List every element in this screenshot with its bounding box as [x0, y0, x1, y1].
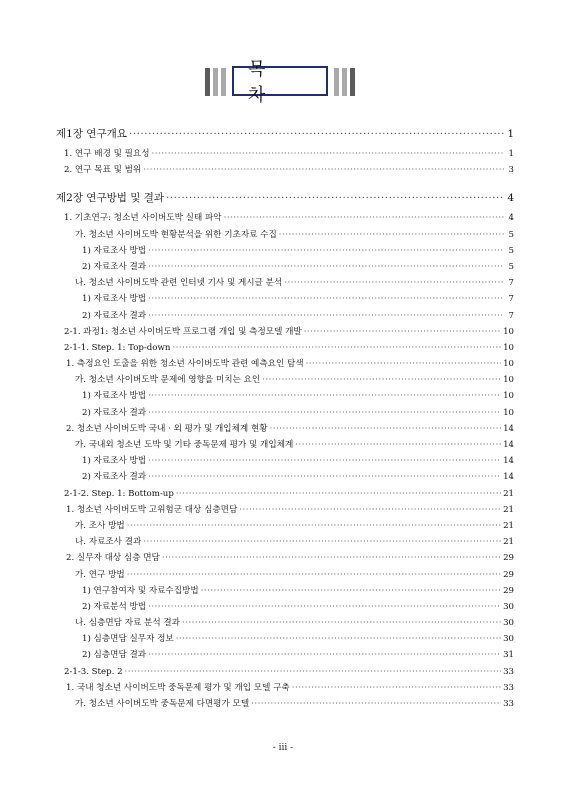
toc-entry-page: 7 [508, 278, 514, 289]
toc-entry-label: 1) 자료조사 방법 [82, 245, 147, 256]
toc-entry-row[interactable] [56, 421, 514, 437]
toc-entry-page: 30 [503, 618, 514, 629]
toc-entry-page: 33 [503, 666, 514, 677]
toc-entry-label: 나. 청소년 사이버도박 관련 인터넷 기사 및 게시글 분석 [75, 278, 283, 289]
toc-leader-dots [306, 356, 501, 372]
toc-entry-label: 1) 자료조사 방법 [82, 456, 147, 467]
toc-entry-row[interactable] [56, 486, 514, 502]
toc-entry-label: 나. 자료조사 결과 [75, 537, 142, 548]
toc-entry-page: 30 [503, 634, 514, 645]
toc-entry-page: 1 [507, 128, 514, 140]
toc-leader-dots [292, 680, 501, 696]
toc-entry-label: 나. 심층면담 자료 분석 결과 [75, 618, 180, 629]
toc-header [0, 59, 566, 106]
toc-entry-label: 2-1-1. Step. 1: Top-down [64, 342, 171, 353]
toc-entry-label: 가. 청소년 사이버도박 현황분석을 위한 기초자료 수집 [75, 229, 277, 240]
toc-leader-dots [127, 518, 501, 534]
toc-entry-page: 10 [503, 342, 514, 353]
toc-entry-row[interactable] [56, 259, 514, 275]
toc-leader-dots [129, 125, 504, 143]
toc-entry-page: 10 [503, 375, 514, 386]
toc-entry-row[interactable] [56, 162, 514, 178]
toc-entry-page: 5 [508, 261, 514, 272]
toc-entry-label: 2) 자료조사 결과 [82, 407, 147, 418]
toc-leader-dots [304, 324, 501, 340]
toc-entry-row[interactable] [56, 631, 514, 647]
toc-entry-label: 1. 측정요인 도출을 위한 청소년 사이버도박 관련 예측요인 탐색 [66, 359, 304, 370]
toc-leader-dots [143, 534, 501, 550]
toc-entry-label: 2-1. 과정1: 청소년 사이버도박 프로그램 개입 및 측정모델 개발 [64, 326, 302, 337]
toc-entry-page: 21 [503, 488, 514, 499]
toc-leader-dots [251, 696, 501, 712]
toc-leader-dots [182, 615, 501, 631]
toc-entry-row[interactable] [56, 324, 514, 340]
toc-chapter-row[interactable] [56, 189, 514, 207]
toc-entry-label: 2. 연구 목표 및 범위 [64, 165, 142, 176]
toc-entry-label: 제2장 연구방법 및 결과 [56, 192, 164, 205]
toc-leader-dots [162, 550, 501, 566]
toc-entry-label: 1. 청소년 사이버도박 고위험군 대상 심층면담 [66, 504, 238, 515]
toc-entry-page: 3 [508, 165, 514, 176]
toc-leader-dots [148, 291, 504, 307]
toc-leader-dots [143, 162, 504, 178]
toc-leader-dots [270, 421, 502, 437]
toc-entry-row[interactable] [56, 615, 514, 631]
toc-leader-dots [148, 469, 501, 485]
toc-leader-dots [279, 227, 504, 243]
toc-entry-label: 1) 연구참여자 및 자료수집방법 [82, 585, 199, 596]
toc-entry-label: 1) 자료조사 방법 [82, 391, 147, 402]
toc-entry-row[interactable] [56, 567, 514, 583]
toc-leader-dots [176, 486, 501, 502]
toc-entry-row[interactable] [56, 340, 514, 356]
toc-entry-page: 21 [503, 504, 514, 515]
toc-entry-row[interactable] [56, 469, 514, 485]
header-bar-left-light [213, 68, 218, 96]
toc-entry-page: 7 [508, 310, 514, 321]
toc-entry-page: 4 [507, 192, 514, 205]
toc-entry-label: 2-1-2. Step. 1: Bottom-up [64, 488, 174, 499]
header-bar-left-dark [205, 68, 210, 96]
toc-leader-dots [148, 453, 501, 469]
toc-entry-page: 29 [503, 569, 514, 580]
toc-entry-row[interactable] [56, 308, 514, 324]
toc-entry-row[interactable] [56, 388, 514, 404]
toc-leader-dots [148, 243, 504, 259]
toc-entry-page: 29 [503, 553, 514, 564]
toc-entry-page: 14 [503, 423, 514, 434]
toc-entry-row[interactable] [56, 664, 514, 680]
header-bar-right-light-2 [334, 68, 339, 96]
table-of-contents [56, 125, 514, 712]
toc-leader-dots [148, 259, 504, 275]
toc-entry-label: 1) 자료조사 방법 [82, 294, 147, 305]
toc-leader-dots [127, 567, 501, 583]
toc-leader-dots [148, 388, 501, 404]
toc-entry-label: 가. 조사 방법 [75, 520, 125, 531]
toc-entry-page: 10 [503, 359, 514, 370]
toc-entry-page: 5 [508, 229, 514, 240]
toc-chapter-row[interactable] [56, 125, 514, 143]
chapter-gap [56, 178, 514, 189]
toc-leader-dots [176, 631, 501, 647]
toc-entry-label: 1. 기초연구: 청소년 사이버도박 실태 파악 [64, 213, 222, 224]
page-title: 목 차 [232, 66, 328, 96]
toc-entry-page: 1 [508, 149, 514, 159]
header-bar-left-light-2 [221, 68, 226, 96]
toc-entry-row[interactable] [56, 647, 514, 663]
toc-entry-label: 1. 국내 청소년 사이버도박 중독문제 평가 및 개입 모델 구축 [66, 682, 290, 693]
toc-entry-page: 10 [503, 391, 514, 402]
toc-entry-page: 4 [508, 213, 514, 224]
page-number: - iii - [272, 743, 294, 753]
toc-leader-dots [284, 275, 504, 291]
toc-entry-label: 2-1-3. Step. 2 [64, 666, 123, 677]
toc-entry-row[interactable] [56, 550, 514, 566]
toc-entry-page: 31 [503, 650, 514, 661]
toc-entry-label: 2) 자료조사 결과 [82, 261, 147, 272]
toc-entry-row[interactable] [56, 405, 514, 421]
toc-entry-label: 2) 자료조사 결과 [82, 472, 147, 483]
toc-leader-dots [148, 308, 504, 324]
toc-entry-label: 2) 자료조사 결과 [82, 310, 147, 321]
toc-entry-page: 33 [503, 699, 514, 709]
header-bar-right-dark [350, 68, 355, 96]
toc-entry-page: 21 [503, 537, 514, 548]
toc-entry-label: 2) 자료분석 방법 [82, 601, 147, 612]
toc-entry-row[interactable] [56, 599, 514, 615]
toc-leader-dots [262, 372, 501, 388]
toc-entry-page: 21 [503, 520, 514, 531]
toc-entry-label: 가. 연구 방법 [75, 569, 125, 580]
toc-entry-page: 30 [503, 601, 514, 612]
toc-leader-dots [152, 146, 504, 162]
toc-entry-row[interactable] [56, 275, 514, 291]
toc-entry-row[interactable] [56, 534, 514, 550]
toc-entry-label: 가. 국내외 청소년 도박 및 기타 중독문제 평가 및 개입체계 [75, 440, 294, 450]
toc-entry-row[interactable] [56, 696, 514, 712]
toc-entry-row[interactable] [56, 356, 514, 372]
toc-entry-page: 7 [508, 294, 514, 305]
toc-entry-row[interactable] [56, 453, 514, 469]
toc-leader-dots [166, 189, 504, 207]
toc-entry-page: 33 [503, 682, 514, 693]
toc-entry-page: 14 [503, 440, 514, 450]
toc-leader-dots [201, 583, 501, 599]
toc-entry-label: 제1장 연구개요 [56, 128, 127, 140]
toc-entry-row[interactable] [56, 437, 514, 453]
toc-entry-row[interactable] [56, 518, 514, 534]
toc-entry-row[interactable] [56, 680, 514, 696]
toc-entry-label: 1) 심층면담 실무자 정보 [82, 634, 174, 645]
toc-leader-dots [148, 647, 501, 663]
toc-entry-row[interactable] [56, 583, 514, 599]
toc-entry-row[interactable] [56, 243, 514, 259]
toc-entry-page: 5 [508, 245, 514, 256]
toc-leader-dots [148, 405, 501, 421]
toc-entry-label: 2) 심층면담 결과 [82, 650, 147, 661]
toc-entry-label: 2. 실무자 대상 심층 면담 [66, 553, 160, 564]
toc-entry-page: 29 [503, 585, 514, 596]
toc-leader-dots [224, 210, 504, 226]
toc-entry-page: 10 [503, 407, 514, 418]
toc-leader-dots [172, 340, 501, 356]
toc-entry-page: 14 [503, 456, 514, 467]
toc-entry-label: 가. 청소년 사이버도박 문제에 영향을 미치는 요인 [75, 375, 261, 386]
toc-entry-row[interactable] [56, 227, 514, 243]
toc-entry-label: 가. 청소년 사이버도박 중독문제 다면평가 모델 [75, 699, 250, 709]
toc-leader-dots [125, 664, 502, 680]
toc-leader-dots [148, 599, 501, 615]
toc-entry-row[interactable] [56, 146, 514, 162]
toc-entry-page: 10 [503, 326, 514, 337]
toc-entry-label: 2. 청소년 사이버도박 국내 · 외 평가 및 개입체계 현황 [66, 423, 268, 434]
toc-entry-row[interactable] [56, 502, 514, 518]
header-bar-right-light [342, 68, 347, 96]
toc-leader-dots [295, 437, 501, 453]
toc-entry-label: 1. 연구 배경 및 필요성 [64, 149, 150, 159]
toc-entry-row[interactable] [56, 291, 514, 307]
toc-entry-row[interactable] [56, 210, 514, 226]
toc-entry-row[interactable] [56, 372, 514, 388]
toc-leader-dots [239, 502, 501, 518]
toc-entry-page: 14 [503, 472, 514, 483]
